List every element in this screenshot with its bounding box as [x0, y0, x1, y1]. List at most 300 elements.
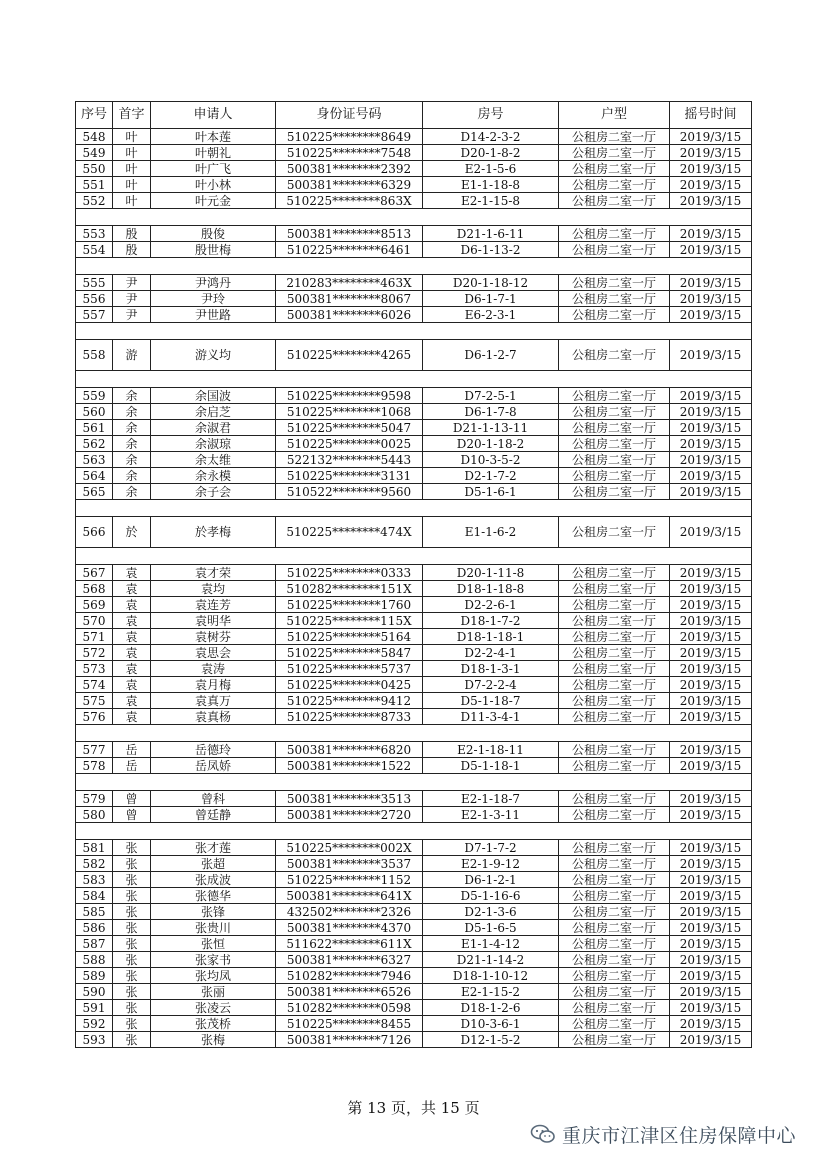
wechat-icon	[530, 1124, 556, 1144]
cell-room: D5-1-6-5	[423, 920, 559, 936]
spacer-row	[76, 725, 752, 742]
cell-lottery-date: 2019/3/15	[670, 436, 752, 452]
cell-room: E1-1-18-8	[423, 177, 559, 193]
header-room: 房号	[423, 102, 559, 129]
cell-lottery-date: 2019/3/15	[670, 840, 752, 856]
cell-unit-type: 公租房二室一厅	[559, 436, 670, 452]
cell-lottery-date: 2019/3/15	[670, 226, 752, 242]
cell-applicant: 於孝梅	[151, 517, 276, 548]
cell-room: D18-1-3-1	[423, 661, 559, 677]
cell-unit-type: 公租房二室一厅	[559, 517, 670, 548]
spacer-cell	[423, 725, 559, 742]
cell-no: 555	[76, 275, 113, 291]
cell-unit-type: 公租房二室一厅	[559, 936, 670, 952]
cell-initial: 袁	[113, 565, 151, 581]
cell-id-number: 500381********3513	[276, 791, 423, 807]
cell-no: 559	[76, 388, 113, 404]
cell-id-number: 500381********3537	[276, 856, 423, 872]
cell-id-number: 500381********2720	[276, 807, 423, 823]
cell-initial: 岳	[113, 742, 151, 758]
table-row	[76, 436, 752, 452]
cell-applicant: 袁涛	[151, 661, 276, 677]
cell-unit-type: 公租房二室一厅	[559, 1032, 670, 1048]
cell-initial: 余	[113, 452, 151, 468]
cell-lottery-date: 2019/3/15	[670, 275, 752, 291]
cell-applicant: 袁真杨	[151, 709, 276, 725]
spacer-cell	[76, 774, 113, 791]
cell-initial: 余	[113, 468, 151, 484]
cell-applicant: 曾科	[151, 791, 276, 807]
cell-applicant: 袁月梅	[151, 677, 276, 693]
spacer-cell	[670, 725, 752, 742]
cell-unit-type: 公租房二室一厅	[559, 629, 670, 645]
cell-id-number: 510225********5047	[276, 420, 423, 436]
cell-lottery-date: 2019/3/15	[670, 193, 752, 209]
cell-no: 562	[76, 436, 113, 452]
spacer-cell	[559, 774, 670, 791]
cell-no: 587	[76, 936, 113, 952]
cell-unit-type: 公租房二室一厅	[559, 597, 670, 613]
spacer-cell	[113, 774, 151, 791]
cell-applicant: 叶朝礼	[151, 145, 276, 161]
cell-applicant: 张贵川	[151, 920, 276, 936]
cell-initial: 叶	[113, 177, 151, 193]
spacer-cell	[113, 371, 151, 388]
cell-applicant: 余淑君	[151, 420, 276, 436]
spacer-row	[76, 500, 752, 517]
cell-lottery-date: 2019/3/15	[670, 1032, 752, 1048]
table-row	[76, 613, 752, 629]
cell-unit-type: 公租房二室一厅	[559, 693, 670, 709]
table-row	[76, 807, 752, 823]
cell-id-number: 500381********641X	[276, 888, 423, 904]
cell-room: E2-1-3-11	[423, 807, 559, 823]
cell-applicant: 袁思会	[151, 645, 276, 661]
cell-id-number: 510225********1760	[276, 597, 423, 613]
cell-id-number: 522132********5443	[276, 452, 423, 468]
spacer-cell	[151, 725, 276, 742]
cell-id-number: 500381********6820	[276, 742, 423, 758]
spacer-cell	[76, 209, 113, 226]
header-initial: 首字	[113, 102, 151, 129]
cell-room: D20-1-18-2	[423, 436, 559, 452]
cell-no: 590	[76, 984, 113, 1000]
cell-initial: 张	[113, 888, 151, 904]
cell-lottery-date: 2019/3/15	[670, 388, 752, 404]
spacer-cell	[276, 209, 423, 226]
cell-initial: 殷	[113, 226, 151, 242]
cell-room: D18-1-18-8	[423, 581, 559, 597]
cell-unit-type: 公租房二室一厅	[559, 161, 670, 177]
cell-lottery-date: 2019/3/15	[670, 952, 752, 968]
table-row	[76, 145, 752, 161]
table-row	[76, 693, 752, 709]
cell-unit-type: 公租房二室一厅	[559, 758, 670, 774]
table-row	[76, 872, 752, 888]
spacer-cell	[423, 500, 559, 517]
cell-unit-type: 公租房二室一厅	[559, 1016, 670, 1032]
cell-unit-type: 公租房二室一厅	[559, 1000, 670, 1016]
cell-initial: 袁	[113, 581, 151, 597]
cell-id-number: 510225********1068	[276, 404, 423, 420]
header-lottery-date: 摇号时间	[670, 102, 752, 129]
cell-unit-type: 公租房二室一厅	[559, 709, 670, 725]
spacer-cell	[113, 548, 151, 565]
table-row	[76, 565, 752, 581]
table-row	[76, 517, 752, 548]
cell-lottery-date: 2019/3/15	[670, 597, 752, 613]
cell-id-number: 500381********8513	[276, 226, 423, 242]
cell-lottery-date: 2019/3/15	[670, 517, 752, 548]
header-unit-type: 户型	[559, 102, 670, 129]
spacer-cell	[76, 323, 113, 340]
cell-room: D5-1-18-7	[423, 693, 559, 709]
spacer-cell	[76, 258, 113, 275]
spacer-cell	[559, 823, 670, 840]
table-row	[76, 420, 752, 436]
spacer-cell	[559, 371, 670, 388]
table-row	[76, 193, 752, 209]
cell-unit-type: 公租房二室一厅	[559, 420, 670, 436]
cell-applicant: 张家书	[151, 952, 276, 968]
cell-unit-type: 公租房二室一厅	[559, 661, 670, 677]
cell-no: 554	[76, 242, 113, 258]
cell-id-number: 510225********9412	[276, 693, 423, 709]
table-row	[76, 984, 752, 1000]
spacer-row	[76, 209, 752, 226]
table-row	[76, 468, 752, 484]
table-row	[76, 452, 752, 468]
cell-id-number: 500381********6329	[276, 177, 423, 193]
spacer-row	[76, 548, 752, 565]
cell-lottery-date: 2019/3/15	[670, 340, 752, 371]
cell-room: D10-3-5-2	[423, 452, 559, 468]
cell-initial: 袁	[113, 613, 151, 629]
cell-applicant: 张凌云	[151, 1000, 276, 1016]
spacer-cell	[151, 774, 276, 791]
cell-id-number: 510225********5164	[276, 629, 423, 645]
table-row	[76, 920, 752, 936]
cell-applicant: 袁真万	[151, 693, 276, 709]
spacer-cell	[76, 500, 113, 517]
cell-initial: 张	[113, 1032, 151, 1048]
cell-no: 556	[76, 291, 113, 307]
cell-room: D2-1-7-2	[423, 468, 559, 484]
cell-applicant: 殷俊	[151, 226, 276, 242]
cell-id-number: 500381********6327	[276, 952, 423, 968]
cell-lottery-date: 2019/3/15	[670, 468, 752, 484]
cell-unit-type: 公租房二室一厅	[559, 856, 670, 872]
spacer-cell	[151, 323, 276, 340]
cell-lottery-date: 2019/3/15	[670, 1016, 752, 1032]
spacer-cell	[670, 323, 752, 340]
cell-unit-type: 公租房二室一厅	[559, 645, 670, 661]
table-row	[76, 840, 752, 856]
cell-no: 581	[76, 840, 113, 856]
cell-applicant: 张丽	[151, 984, 276, 1000]
cell-no: 560	[76, 404, 113, 420]
table-row	[76, 791, 752, 807]
spacer-cell	[670, 209, 752, 226]
table-row	[76, 677, 752, 693]
cell-room: E1-1-4-12	[423, 936, 559, 952]
cell-no: 574	[76, 677, 113, 693]
cell-initial: 余	[113, 404, 151, 420]
cell-id-number: 510225********863X	[276, 193, 423, 209]
cell-lottery-date: 2019/3/15	[670, 807, 752, 823]
spacer-cell	[670, 823, 752, 840]
spacer-cell	[423, 323, 559, 340]
spacer-cell	[423, 548, 559, 565]
cell-unit-type: 公租房二室一厅	[559, 888, 670, 904]
spacer-row	[76, 323, 752, 340]
cell-id-number: 500381********4370	[276, 920, 423, 936]
spacer-row	[76, 371, 752, 388]
cell-applicant: 袁明华	[151, 613, 276, 629]
table-row	[76, 904, 752, 920]
cell-lottery-date: 2019/3/15	[670, 242, 752, 258]
cell-lottery-date: 2019/3/15	[670, 936, 752, 952]
cell-no: 583	[76, 872, 113, 888]
cell-room: D11-3-4-1	[423, 709, 559, 725]
cell-id-number: 510225********0425	[276, 677, 423, 693]
table-row	[76, 484, 752, 500]
cell-initial: 余	[113, 484, 151, 500]
cell-unit-type: 公租房二室一厅	[559, 340, 670, 371]
cell-id-number: 500381********1522	[276, 758, 423, 774]
cell-no: 586	[76, 920, 113, 936]
cell-no: 579	[76, 791, 113, 807]
cell-unit-type: 公租房二室一厅	[559, 307, 670, 323]
spacer-cell	[423, 823, 559, 840]
spacer-cell	[276, 258, 423, 275]
cell-room: D2-2-6-1	[423, 597, 559, 613]
cell-no: 575	[76, 693, 113, 709]
cell-initial: 袁	[113, 645, 151, 661]
cell-lottery-date: 2019/3/15	[670, 709, 752, 725]
spacer-cell	[276, 371, 423, 388]
cell-no: 568	[76, 581, 113, 597]
cell-no: 593	[76, 1032, 113, 1048]
spacer-cell	[670, 371, 752, 388]
spacer-cell	[559, 323, 670, 340]
spacer-cell	[276, 823, 423, 840]
cell-initial: 张	[113, 936, 151, 952]
cell-unit-type: 公租房二室一厅	[559, 807, 670, 823]
cell-id-number: 510225********1152	[276, 872, 423, 888]
spacer-cell	[276, 774, 423, 791]
table-row	[76, 340, 752, 371]
cell-applicant: 袁均	[151, 581, 276, 597]
cell-room: E2-1-18-11	[423, 742, 559, 758]
spacer-cell	[276, 323, 423, 340]
cell-initial: 张	[113, 904, 151, 920]
table-row	[76, 856, 752, 872]
table-body	[76, 129, 752, 1048]
cell-initial: 曾	[113, 791, 151, 807]
cell-no: 566	[76, 517, 113, 548]
cell-room: D18-1-18-1	[423, 629, 559, 645]
cell-lottery-date: 2019/3/15	[670, 581, 752, 597]
spacer-cell	[559, 209, 670, 226]
spacer-cell	[276, 500, 423, 517]
cell-room: E1-1-6-2	[423, 517, 559, 548]
cell-initial: 袁	[113, 693, 151, 709]
cell-initial: 张	[113, 984, 151, 1000]
cell-lottery-date: 2019/3/15	[670, 904, 752, 920]
cell-id-number: 500381********6026	[276, 307, 423, 323]
cell-id-number: 210283********463X	[276, 275, 423, 291]
cell-id-number: 510225********4265	[276, 340, 423, 371]
cell-no: 585	[76, 904, 113, 920]
cell-unit-type: 公租房二室一厅	[559, 452, 670, 468]
cell-initial: 尹	[113, 291, 151, 307]
cell-applicant: 尹世路	[151, 307, 276, 323]
cell-no: 571	[76, 629, 113, 645]
cell-id-number: 510225********8733	[276, 709, 423, 725]
cell-lottery-date: 2019/3/15	[670, 693, 752, 709]
cell-unit-type: 公租房二室一厅	[559, 872, 670, 888]
cell-unit-type: 公租房二室一厅	[559, 904, 670, 920]
cell-room: D5-1-18-1	[423, 758, 559, 774]
cell-room: D20-1-8-2	[423, 145, 559, 161]
spacer-cell	[276, 548, 423, 565]
cell-no: 582	[76, 856, 113, 872]
cell-room: E2-1-9-12	[423, 856, 559, 872]
cell-no: 558	[76, 340, 113, 371]
cell-unit-type: 公租房二室一厅	[559, 677, 670, 693]
cell-unit-type: 公租房二室一厅	[559, 193, 670, 209]
table-row	[76, 1032, 752, 1048]
cell-lottery-date: 2019/3/15	[670, 565, 752, 581]
table-row	[76, 645, 752, 661]
cell-initial: 张	[113, 920, 151, 936]
cell-unit-type: 公租房二室一厅	[559, 226, 670, 242]
cell-initial: 叶	[113, 193, 151, 209]
spacer-cell	[151, 209, 276, 226]
cell-unit-type: 公租房二室一厅	[559, 581, 670, 597]
cell-no: 548	[76, 129, 113, 145]
cell-unit-type: 公租房二室一厅	[559, 742, 670, 758]
cell-room: D20-1-18-12	[423, 275, 559, 291]
spacer-cell	[151, 548, 276, 565]
cell-applicant: 游义均	[151, 340, 276, 371]
cell-applicant: 袁才荣	[151, 565, 276, 581]
cell-no: 561	[76, 420, 113, 436]
cell-room: D7-1-7-2	[423, 840, 559, 856]
cell-room: D2-1-3-6	[423, 904, 559, 920]
cell-initial: 尹	[113, 275, 151, 291]
spacer-cell	[423, 774, 559, 791]
cell-lottery-date: 2019/3/15	[670, 484, 752, 500]
table-row	[76, 742, 752, 758]
table-row	[76, 581, 752, 597]
table-row	[76, 177, 752, 193]
table-row	[76, 936, 752, 952]
spacer-cell	[559, 500, 670, 517]
cell-id-number: 510282********0598	[276, 1000, 423, 1016]
cell-initial: 张	[113, 952, 151, 968]
spacer-cell	[76, 371, 113, 388]
cell-initial: 张	[113, 1016, 151, 1032]
cell-lottery-date: 2019/3/15	[670, 404, 752, 420]
cell-id-number: 510225********115X	[276, 613, 423, 629]
cell-no: 564	[76, 468, 113, 484]
cell-room: D5-1-16-6	[423, 888, 559, 904]
cell-applicant: 叶小林	[151, 177, 276, 193]
spacer-cell	[670, 548, 752, 565]
cell-id-number: 510282********7946	[276, 968, 423, 984]
cell-id-number: 510225********7548	[276, 145, 423, 161]
cell-initial: 张	[113, 1000, 151, 1016]
cell-applicant: 张超	[151, 856, 276, 872]
cell-initial: 於	[113, 517, 151, 548]
cell-id-number: 510225********5847	[276, 645, 423, 661]
cell-applicant: 余启芝	[151, 404, 276, 420]
cell-applicant: 张梅	[151, 1032, 276, 1048]
cell-applicant: 叶元金	[151, 193, 276, 209]
cell-lottery-date: 2019/3/15	[670, 677, 752, 693]
spacer-row	[76, 823, 752, 840]
cell-room: D10-3-6-1	[423, 1016, 559, 1032]
cell-initial: 袁	[113, 661, 151, 677]
cell-room: D7-2-2-4	[423, 677, 559, 693]
header-id-number: 身份证号码	[276, 102, 423, 129]
cell-initial: 叶	[113, 161, 151, 177]
cell-initial: 张	[113, 856, 151, 872]
cell-id-number: 510225********5737	[276, 661, 423, 677]
cell-no: 567	[76, 565, 113, 581]
table-row	[76, 968, 752, 984]
spacer-row	[76, 258, 752, 275]
cell-room: D18-1-10-12	[423, 968, 559, 984]
cell-initial: 尹	[113, 307, 151, 323]
cell-lottery-date: 2019/3/15	[670, 888, 752, 904]
cell-applicant: 余太维	[151, 452, 276, 468]
cell-unit-type: 公租房二室一厅	[559, 404, 670, 420]
cell-room: D2-2-4-1	[423, 645, 559, 661]
cell-applicant: 余淑琼	[151, 436, 276, 452]
cell-id-number: 500381********6526	[276, 984, 423, 1000]
cell-no: 591	[76, 1000, 113, 1016]
cell-initial: 余	[113, 420, 151, 436]
watermark	[530, 1121, 796, 1147]
spacer-cell	[276, 725, 423, 742]
cell-lottery-date: 2019/3/15	[670, 452, 752, 468]
cell-unit-type: 公租房二室一厅	[559, 565, 670, 581]
cell-room: D12-1-5-2	[423, 1032, 559, 1048]
cell-room: D5-1-6-1	[423, 484, 559, 500]
cell-lottery-date: 2019/3/15	[670, 742, 752, 758]
spacer-cell	[113, 209, 151, 226]
cell-lottery-date: 2019/3/15	[670, 291, 752, 307]
cell-no: 577	[76, 742, 113, 758]
cell-lottery-date: 2019/3/15	[670, 791, 752, 807]
spacer-cell	[151, 823, 276, 840]
cell-id-number: 511622********611X	[276, 936, 423, 952]
spacer-cell	[559, 258, 670, 275]
table-row	[76, 597, 752, 613]
cell-initial: 叶	[113, 145, 151, 161]
cell-room: D20-1-11-8	[423, 565, 559, 581]
cell-room: D21-1-6-11	[423, 226, 559, 242]
cell-initial: 余	[113, 388, 151, 404]
watermark-text: 重庆市江津区住房保障中心	[562, 1124, 797, 1147]
table-row	[76, 226, 752, 242]
page-number: 第 13 页，共 15 页	[347, 1099, 480, 1117]
cell-room: E6-2-3-1	[423, 307, 559, 323]
cell-room: D6-1-2-7	[423, 340, 559, 371]
